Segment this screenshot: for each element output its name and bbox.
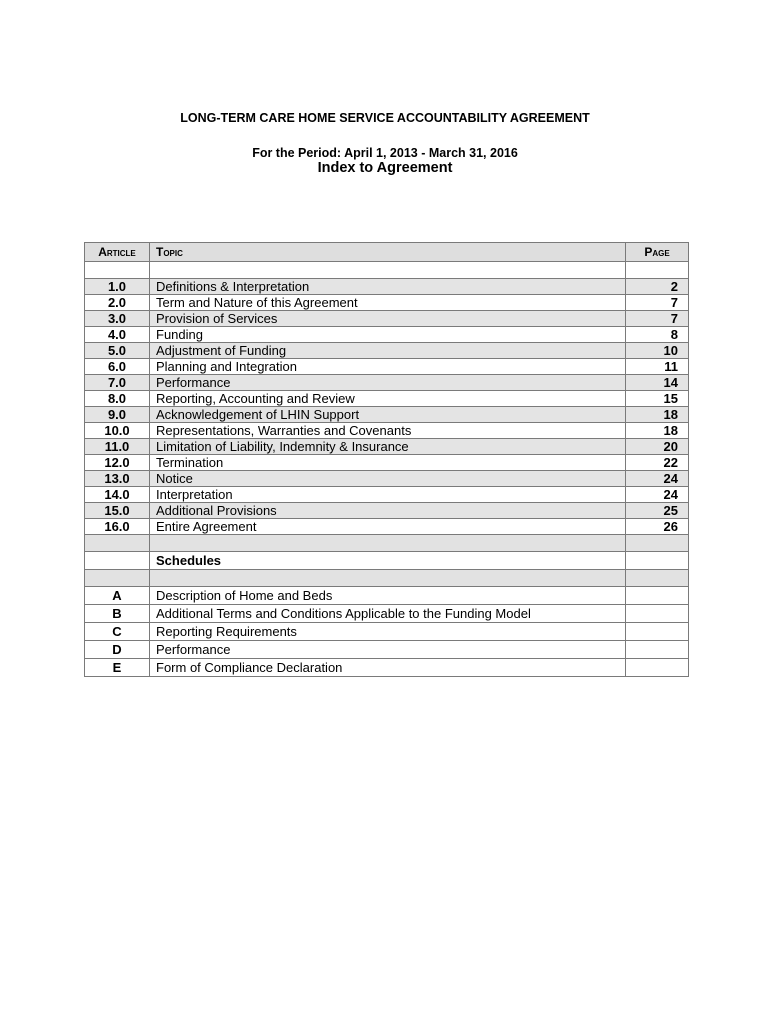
article-number: 1.0	[85, 279, 150, 295]
article-topic: Reporting, Accounting and Review	[150, 391, 626, 407]
spacer-row	[85, 262, 689, 279]
article-number: 6.0	[85, 359, 150, 375]
article-topic: Performance	[150, 375, 626, 391]
table-row	[85, 641, 689, 659]
empty-cell	[626, 570, 689, 587]
empty-cell	[626, 623, 689, 641]
table-row	[85, 343, 689, 359]
empty-cell	[626, 605, 689, 623]
schedule-topic: Description of Home and Beds	[150, 587, 626, 605]
table-row	[85, 587, 689, 605]
schedule-topic: Additional Terms and Conditions Applicable to the Funding Model	[150, 605, 626, 623]
article-topic: Notice	[150, 471, 626, 487]
table-row	[85, 295, 689, 311]
article-topic: Entire Agreement	[150, 519, 626, 535]
schedule-topic: Performance	[150, 641, 626, 659]
empty-cell	[85, 535, 150, 552]
table-row	[85, 407, 689, 423]
article-page: 24	[626, 471, 689, 487]
article-topic: Additional Provisions	[150, 503, 626, 519]
empty-cell	[626, 659, 689, 677]
table-header-row	[85, 243, 689, 262]
article-topic: Acknowledgement of LHIN Support	[150, 407, 626, 423]
article-topic: Representations, Warranties and Covenants	[150, 423, 626, 439]
article-number: 10.0	[85, 423, 150, 439]
table-row	[85, 391, 689, 407]
article-topic: Funding	[150, 327, 626, 343]
table-row	[85, 471, 689, 487]
article-topic: Adjustment of Funding	[150, 343, 626, 359]
table-row	[85, 605, 689, 623]
empty-cell	[85, 570, 150, 587]
article-page: 24	[626, 487, 689, 503]
schedule-letter: E	[85, 659, 150, 677]
article-number: 5.0	[85, 343, 150, 359]
article-page: 8	[626, 327, 689, 343]
column-header-article: Article	[85, 243, 150, 262]
article-topic: Planning and Integration	[150, 359, 626, 375]
article-number: 2.0	[85, 295, 150, 311]
article-topic: Interpretation	[150, 487, 626, 503]
article-topic: Definitions & Interpretation	[150, 279, 626, 295]
table-row	[85, 359, 689, 375]
table-row	[85, 519, 689, 535]
agreement-title: LONG-TERM CARE HOME SERVICE ACCOUNTABILITY AGREEMENT	[180, 111, 590, 125]
article-number: 3.0	[85, 311, 150, 327]
article-page: 18	[626, 407, 689, 423]
article-page: 26	[626, 519, 689, 535]
article-number: 15.0	[85, 503, 150, 519]
article-page: 11	[626, 359, 689, 375]
index-table	[84, 242, 689, 677]
article-page: 7	[626, 295, 689, 311]
schedule-topic: Reporting Requirements	[150, 623, 626, 641]
article-page: 10	[626, 343, 689, 359]
article-number: 8.0	[85, 391, 150, 407]
article-number: 11.0	[85, 439, 150, 455]
table-row	[85, 375, 689, 391]
article-topic: Provision of Services	[150, 311, 626, 327]
article-page: 20	[626, 439, 689, 455]
empty-cell	[626, 641, 689, 659]
article-page: 22	[626, 455, 689, 471]
article-number: 12.0	[85, 455, 150, 471]
empty-cell	[150, 570, 626, 587]
table-row	[85, 423, 689, 439]
article-number: 14.0	[85, 487, 150, 503]
article-page: 2	[626, 279, 689, 295]
article-page: 25	[626, 503, 689, 519]
schedule-letter: A	[85, 587, 150, 605]
column-header-topic: Topic	[150, 243, 626, 262]
table-row	[85, 455, 689, 471]
schedule-letter: C	[85, 623, 150, 641]
index-title: Index to Agreement	[317, 160, 453, 176]
article-number: 9.0	[85, 407, 150, 423]
article-page: 7	[626, 311, 689, 327]
table-row	[85, 623, 689, 641]
table-row	[85, 439, 689, 455]
schedule-letter: B	[85, 605, 150, 623]
table-row	[85, 503, 689, 519]
schedules-heading: Schedules	[150, 552, 626, 570]
article-topic: Limitation of Liability, Indemnity & Insurance	[150, 439, 626, 455]
article-number: 7.0	[85, 375, 150, 391]
article-number: 4.0	[85, 327, 150, 343]
empty-cell	[150, 535, 626, 552]
spacer-row	[85, 570, 689, 587]
empty-cell	[85, 552, 150, 570]
table-row	[85, 327, 689, 343]
schedules-heading-row	[85, 552, 689, 570]
schedule-topic: Form of Compliance Declaration	[150, 659, 626, 677]
article-number: 16.0	[85, 519, 150, 535]
article-page: 15	[626, 391, 689, 407]
article-number: 13.0	[85, 471, 150, 487]
empty-cell	[626, 535, 689, 552]
table-row	[85, 311, 689, 327]
spacer-row	[85, 535, 689, 552]
table-row	[85, 659, 689, 677]
agreement-period: For the Period: April 1, 2013 - March 31, 2016	[252, 146, 518, 160]
table-row	[85, 487, 689, 503]
empty-cell	[626, 552, 689, 570]
column-header-page: Page	[626, 243, 689, 262]
article-topic: Termination	[150, 455, 626, 471]
table-row	[85, 279, 689, 295]
article-page: 18	[626, 423, 689, 439]
article-topic: Term and Nature of this Agreement	[150, 295, 626, 311]
article-page: 14	[626, 375, 689, 391]
schedule-letter: D	[85, 641, 150, 659]
empty-cell	[626, 587, 689, 605]
